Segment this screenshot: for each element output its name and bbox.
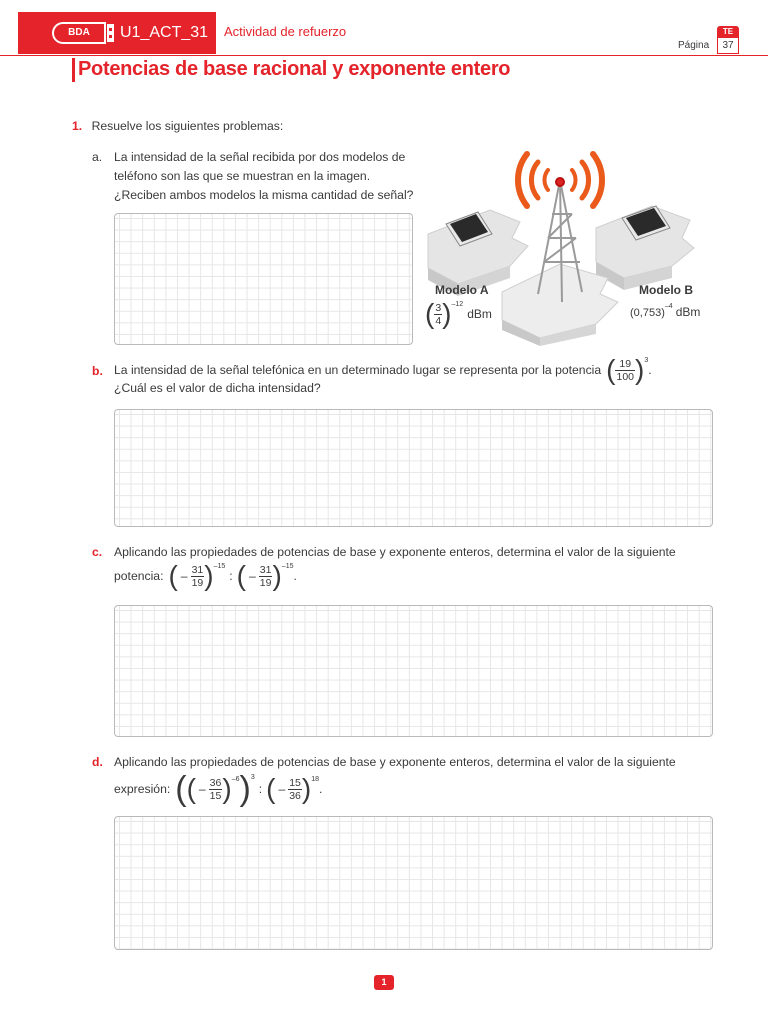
paren-open: ( (236, 560, 246, 591)
exercise-text: Resuelve los siguientes problemas: (91, 119, 284, 133)
item-b-denominator: 100 (616, 370, 635, 383)
paren-close: ) (301, 773, 312, 804)
item-b-fraction (615, 358, 635, 383)
model-a-signal (425, 300, 492, 328)
item-d-expression (114, 772, 322, 806)
item-d-end: . (319, 781, 323, 796)
answer-box-d[interactable] (114, 816, 713, 950)
paren-open-outer: ( (175, 770, 187, 808)
model-b-base: (0,753) (630, 307, 665, 319)
numerator: 31 (191, 563, 204, 576)
item-c-fraction-2 (259, 564, 273, 589)
paren-close: ) (635, 354, 645, 385)
model-a-exponent: –12 (451, 300, 464, 308)
item-c-prefix: potencia: (114, 568, 164, 583)
paren-open: ( (425, 298, 435, 329)
page-title: Potencias de base racional y exponente entero (78, 58, 511, 80)
title-accent-bar (72, 58, 75, 82)
model-a-unit: dBm (467, 307, 492, 321)
denominator: 36 (289, 789, 301, 802)
te-badge: TE (717, 26, 739, 37)
header-banner (18, 12, 216, 54)
logo-separator-icon (107, 24, 114, 42)
item-b-letter: b. (92, 364, 103, 378)
paren-close: ) (204, 560, 214, 591)
minus-sign: – (180, 568, 188, 583)
item-d-prefix: expresión: (114, 781, 171, 796)
numerator: 36 (209, 776, 222, 789)
model-a-label: Modelo A (435, 283, 489, 297)
item-c-line-1: Aplicando las propiedades de potencias de base y exponente enteros, determina el valor de la siguiente (114, 545, 676, 559)
item-c-exponent-2: –15 (281, 562, 294, 570)
denominator: 15 (209, 789, 222, 802)
item-a-line-3: ¿Reciben ambos modelos la misma cantidad de señal? (114, 188, 414, 202)
item-b-text (114, 352, 714, 398)
item-d-line-1: Aplicando las propiedades de potencias de base y exponente enteros, determina el valor de la siguiente (114, 755, 676, 769)
item-a-text (114, 148, 424, 205)
exercise-prompt (72, 117, 283, 136)
puzzle-center-icon (502, 264, 618, 346)
answer-box-b[interactable] (114, 409, 713, 527)
page-label: Página (678, 40, 710, 51)
model-b-label: Modelo B (639, 283, 693, 297)
item-c-expression (114, 562, 297, 590)
model-b-exponent: –4 (664, 303, 673, 310)
division-sign: : (258, 781, 263, 796)
item-b-end: . (648, 362, 652, 377)
model-a-fraction (434, 302, 442, 327)
item-b-line-1-text: La intensidad de la señal telefónica en un determinado lugar se representa por la potencia (114, 362, 602, 377)
item-b-exponent: 3 (644, 356, 649, 364)
denominator: 19 (259, 576, 272, 589)
item-c-exponent-1: –15 (213, 562, 226, 570)
item-d-fraction-1 (209, 777, 223, 802)
item-d-outer-exponent: 3 (250, 773, 255, 781)
model-b-unit: dBm (675, 305, 701, 319)
activity-code: U1_ACT_31 (120, 24, 209, 41)
model-a-numerator: 3 (435, 301, 442, 314)
item-d-fraction-2 (288, 777, 302, 802)
item-d-letter: d. (92, 755, 103, 769)
footer-page-number: 1 (374, 975, 394, 990)
item-a-line-1: La intensidad de la señal recibida por dos modelos de (114, 150, 406, 164)
item-d-exponent-2: 18 (311, 775, 320, 783)
paren-close: ) (272, 560, 282, 591)
exercise-number: 1. (72, 119, 83, 133)
item-c-fraction-1 (191, 564, 205, 589)
denominator: 19 (191, 576, 204, 589)
division-sign: : (229, 568, 233, 583)
item-c-letter: c. (92, 545, 103, 559)
page-number: 37 (717, 37, 739, 54)
model-b-signal (630, 305, 700, 319)
item-a-line-2: teléfono son las que se muestran en la imagen. (114, 169, 371, 183)
minus-sign: – (249, 568, 256, 583)
paren-open: ( (168, 560, 178, 591)
answer-box-a[interactable] (114, 213, 413, 345)
minus-sign: – (198, 781, 206, 796)
paren-open: ( (606, 354, 616, 385)
paren-close-outer: ) (239, 770, 251, 808)
paren-close: ) (442, 298, 452, 329)
activity-type: Actividad de refuerzo (224, 24, 347, 39)
header-divider (0, 55, 768, 56)
item-a-letter: a. (92, 150, 103, 164)
answer-box-c[interactable] (114, 605, 713, 737)
numerator: 15 (289, 776, 301, 789)
paren-open: ( (186, 773, 196, 804)
item-d-inner-exponent: –6 (231, 775, 240, 783)
item-b-line-2: ¿Cuál es el valor de dicha intensidad? (114, 381, 321, 395)
item-c-end: . (293, 568, 297, 583)
model-a-denominator: 4 (435, 314, 442, 327)
paren-open: ( (266, 773, 276, 804)
textbook-page-ref (717, 26, 739, 54)
paren-close: ) (222, 773, 232, 804)
item-b-numerator: 19 (615, 358, 635, 371)
numerator: 31 (259, 563, 272, 576)
minus-sign: – (278, 781, 286, 796)
bda-logo: BDA (54, 24, 104, 42)
